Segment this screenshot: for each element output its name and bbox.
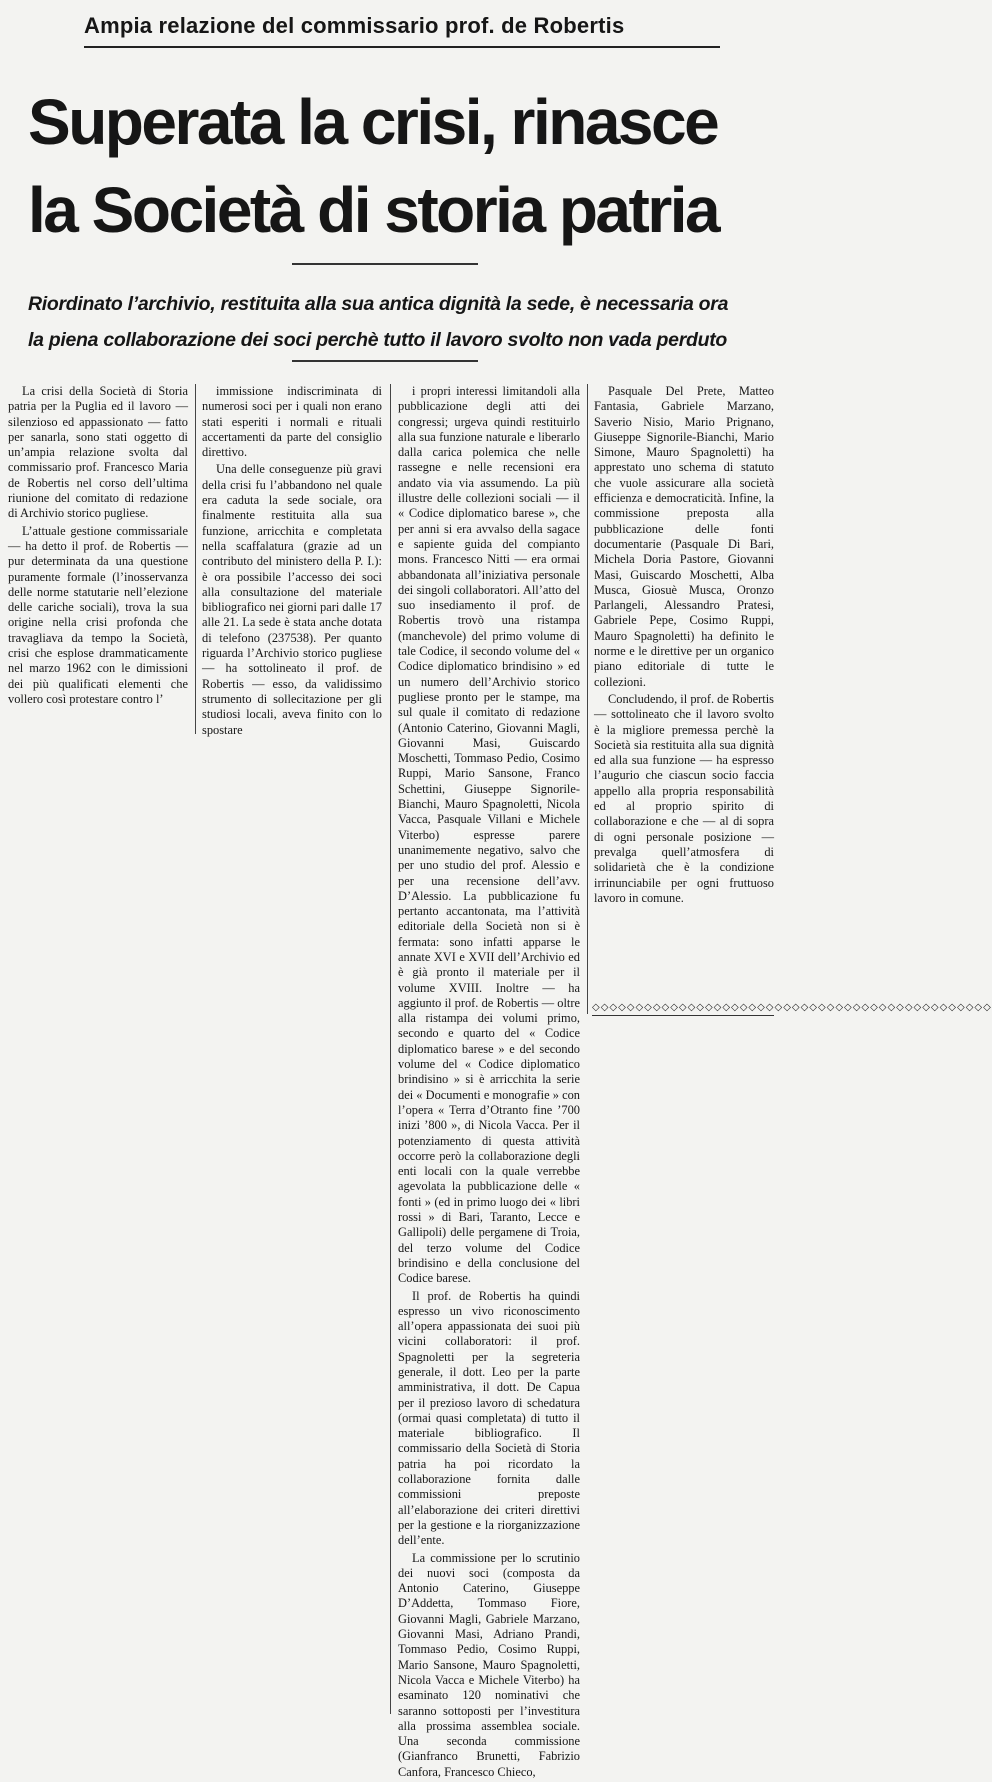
article-column-3 bbox=[398, 384, 580, 1782]
headline-line-1: Superata la crisi, rinasce bbox=[28, 86, 718, 158]
headline bbox=[28, 78, 768, 254]
article-column-2 bbox=[202, 384, 382, 740]
paragraph: Pasquale Del Prete, Matteo Fantasia, Gabriele Marzano, Saverio Nisio, Mario Prignano, Giuseppe Signorile-Bianchi, Mario Simone, Mauro Spagnoletti) ha apprestato uno schema di statuto che vuole assicurare alla società efficienza e democraticità. Infine, la commissione preposta alla pubblicazione delle fonti documentarie (Pasquale Di Bari, Michela Doria Pastore, Giovanni Masi, Guiscardo Moschetti, Alba Musca, Giosuè Musca, Oronzo Parlangeli, Alessandro Pratesi, Gabriele Pepe, Cosimo Ruppi, Mauro Spagnoletti) ha definito le norme e le direttive per un organico piano editoriale di tutte le collezioni. bbox=[594, 384, 774, 689]
article-column-1 bbox=[8, 384, 188, 709]
kicker-title: Ampia relazione del commissario prof. de Robertis bbox=[84, 10, 720, 48]
subheadline-line-2: la piena collaborazione dei soci perchè tutto il lavoro svolto non vada perduto bbox=[28, 329, 728, 351]
paragraph: L’attuale gestione commissariale — ha detto il prof. de Robertis — pur determinata da una questione puramente formale (l’inosservanza delle norme statutarie nell’elezione delle cariche sociali), trova la sua origine nella crisi profonda che travagliava da tempo la Società, crisi che esplose drammaticamente nel marzo 1962 con le dimissioni dei più qualificati elementi che vollero così protestare contro l’ bbox=[8, 523, 188, 706]
subheadline bbox=[28, 286, 768, 358]
paragraph: Concludendo, il prof. de Robertis — sottolineato che il lavoro svolto è la migliore premessa perchè la Società sia restituita alla sua dignità ed alla sua funzione — ha espresso l’augurio che ciascun socio faccia appello alla propria responsabilità ed al proprio spirito di collaborazione e che — al di sopra di ogni personale posizione — prevalga quell’atmosfera di solidarietà che è la condizione irrinunciabile per ogni fruttuoso lavoro in comune. bbox=[594, 691, 774, 905]
paragraph: La commissione per lo scrutinio dei nuovi soci (composta da Antonio Caterino, Giuseppe D’Addetta, Tommaso Fiore, Giovanni Magli, Gabriele Marzano, Giovanni Masi, Adriano Prandi, Tommaso Pedio, Cosimo Ruppi, Mario Sansone, Mauro Spagnoletti, Nicola Vacca e Michele Viterbo) ha esaminato 120 nominativi che saranno sottoposti per l’investitura alla prossima assemblea sociale. Una seconda commissione (Gianfranco Brunetti, Fabrizio Canfora, Francesco Chieco, bbox=[398, 1550, 580, 1779]
column-divider bbox=[390, 384, 391, 1714]
paragraph: immissione indiscriminata di numerosi soci per i quali non erano stati esperiti i normali e rituali accertamenti da parte del consiglio direttivo. bbox=[202, 384, 382, 460]
subheadline-rule bbox=[292, 360, 478, 362]
article-column-4 bbox=[594, 384, 774, 908]
subheadline-line-1: Riordinato l’archivio, restituita alla sua antica dignità la sede, è necessaria ora bbox=[28, 293, 729, 315]
end-ornament-rule: ◇◇◇◇◇◇◇◇◇◇◇◇◇◇◇◇◇◇◇◇◇◇◇◇◇◇◇◇◇◇◇◇◇◇◇◇◇◇◇◇◇◇◇◇◇◇ bbox=[592, 1001, 774, 1016]
paragraph: La crisi della Società di Storia patria per la Puglia ed il lavoro — silenzioso ed appassionato — fatto per sanarla, sono stati oggetto di un’ampia relazione svolta dal commissario prof. Francesco Maria de Robertis nel corso dell’ultima riunione del comitato di redazione di Archivio storico pugliese. bbox=[8, 384, 188, 521]
column-divider bbox=[195, 384, 196, 734]
headline-rule bbox=[292, 263, 478, 265]
paragraph: Il prof. de Robertis ha quindi espresso un vivo riconoscimento all’opera appassionata dei suoi più vicini collaboratori: il prof. Spagnoletti per la segreteria generale, il dott. Leo per la parte amministrativa, il dott. De Capua per il prezioso lavoro di schedatura (ormai quasi completata) di tutto il materiale bibliografico. Il commissario della Società di Storia patria ha poi ricordato la collaborazione fornita dalle commissioni preposte all’elaborazione dei criteri direttivi per la gestione e la riorganizzazione dell’ente. bbox=[398, 1288, 580, 1548]
paragraph: Una delle conseguenze più gravi della crisi fu l’abbandono nel quale era caduta la sede sociale, ora finalmente restituita alla sua funzione, arricchita e completata nella scaffalatura (grazie ad un contributo del ministero della P. I.): è ora possibile l’accesso dei soci alla consultazione del materiale bibliografico nei giorni pari dalle 17 alle 21. La sede è stata anche dotata di telefono (237538). Per quanto riguarda l’Archivio storico pugliese — ha sottolineato il prof. de Robertis — esso, da validissimo strumento di sollecitazione per gli studiosi locali, aveva finito con lo spostare bbox=[202, 462, 382, 737]
headline-line-2: la Società di storia patria bbox=[28, 174, 719, 246]
paragraph: i propri interessi limitandoli alla pubblicazione degli atti dei congressi; urgeva quindi restituirlo alla sua funzione naturale e liberarlo dalla carica polemica che nelle rassegne e nelle recensioni era andato via via assumendo. La più illustre delle collezioni sociali — il « Codice diplomatico barese », che per anni si era avvalso della sagace e sapiente guida del compianto mons. Francesco Nitti — era ormai abbandonata all’iniziativa personale dei singoli collaboratori. All’atto del suo insediamento il prof. de Robertis trovò una ristampa (manchevole) del primo volume di tale Codice, il secondo volume del « Codice diplomatico brindisino » ed un numero dell’Archivio storico pugliese pronto per le stampe, ma sul quale il comitato di redazione (Antonio Caterino, Giovanni Magli, Giovanni Masi, Guiscardo Moschetti, Tommaso Pedio, Cosimo Ruppi, Mario Sansone, Franco Schettini, Giuseppe Signorile-Bianchi, Mauro Spagnoletti, Nicola Vacca, Pasquale Villani e Michele Viterbo) espresse parere unanimemente negativo, salvo che per uno studio del prof. Alessio e per una recensione dell’avv. D’Alessio. La pubblicazione fu pertanto accantonata, ma l’attività editoriale della Società non si è fermata: sono infatti apparse le annate XVI e XVII dell’Archivio ed è già pronto il materiale per il volume XVIII. Inoltre — ha aggiunto il prof. de Robertis — oltre alla ristampa dei volumi primo, secondo e quarto del « Codice diplomatico barese » e del secondo volume del « Codice diplomatico brindisino » si è arricchita la serie dei « Documenti e monografie » con l’opera « Terra d’Otranto fine ’700 inizi ’800 », di Nicola Vacca. Per il potenziamento di questa attività occorre però la collaborazione degli enti locali con la quale verrebbe agevolata la pubblicazione delle « fonti » (ed in primo luogo dei « libri rossi » di Bari, Taranto, Lecce e Gallipoli) delle pergamene di Troia, del terzo volume del Codice brindisino e della conclusione del Codice barese. bbox=[398, 384, 580, 1286]
column-divider bbox=[587, 384, 588, 1014]
